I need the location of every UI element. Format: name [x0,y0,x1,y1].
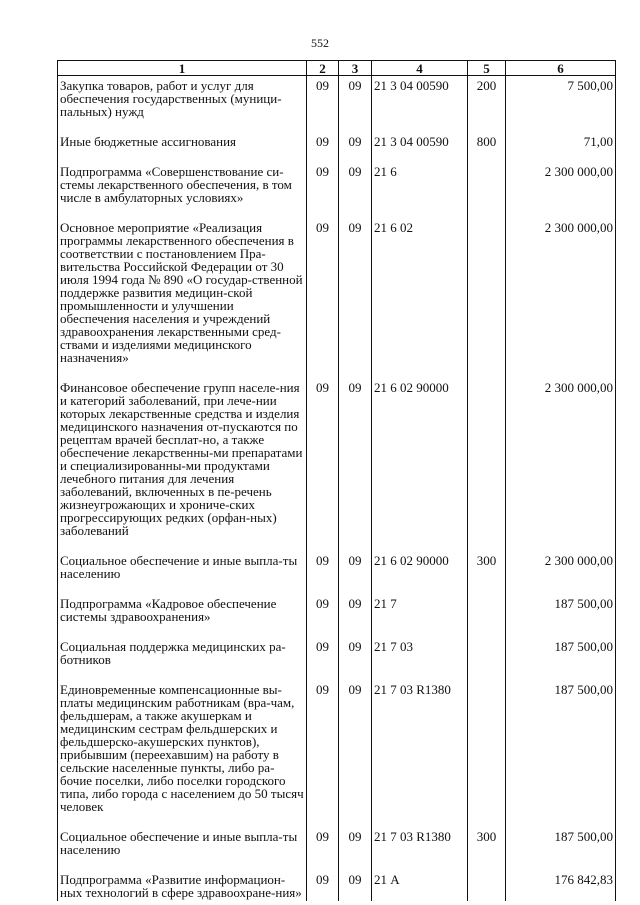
row-name: Иные бюджетные ассигнования [58,132,307,162]
row-pr: 09 [339,76,372,133]
page-number: 552 [311,36,329,50]
row-pr: 09 [339,132,372,162]
row-pr: 09 [339,218,372,378]
row-rz: 09 [307,132,339,162]
row-name: Социальное обеспечение и иные выпла-ты населению [58,551,307,594]
row-rz: 09 [307,827,339,870]
row-pr: 09 [339,827,372,870]
row-rz: 09 [307,76,339,133]
row-rz: 09 [307,870,339,901]
row-pr: 09 [339,594,372,637]
row-vr [468,594,506,637]
row-name: Единовременные компенсационные вы-платы медицинским работникам (вра-чам, фельдшерам, а также акушеркам и медицинским сестрам фельдшерских и фельдшерско-акушерских пунктов), прибывшим (переехавшим) на работу в сельские населенные пункты, либо ра-бочие поселки, либо поселки городского типа, либо города с населением до 50 тысяч человек [58,680,307,827]
row-csr: 21 6 02 [372,218,468,378]
table-row [58,594,616,637]
row-pr: 09 [339,378,372,551]
row-csr: 21 3 04 00590 [372,76,468,133]
row-csr: 21 3 04 00590 [372,132,468,162]
row-vr: 300 [468,551,506,594]
table-row [58,218,616,378]
table-row [58,637,616,680]
table-row [58,870,616,901]
row-amount: 187 500,00 [506,680,616,827]
row-vr [468,637,506,680]
row-vr [468,218,506,378]
budget-table [57,60,616,901]
row-amount: 2 300 000,00 [506,218,616,378]
table-header-row [58,61,616,76]
table-row [58,132,616,162]
row-rz: 09 [307,218,339,378]
row-amount: 2 300 000,00 [506,162,616,218]
row-pr: 09 [339,680,372,827]
row-pr: 09 [339,551,372,594]
row-name: Социальное обеспечение и иные выпла-ты населению [58,827,307,870]
column-header: 3 [339,61,372,76]
row-name: Финансовое обеспечение групп населе-ния и категорий заболеваний, при лече-нии которых лекарственные средства и изделия медицинского назначения от-пускаются по рецептам врачей бесплат-но, а также обеспечение лекарственны-ми препаратами и специализированны-ми продуктами лечебного питания для лечения заболеваний, включенных в пе-речень жизнеугрожающих и хрониче-ских прогрессирующих редких (орфан-ных) заболеваний [58,378,307,551]
row-pr: 09 [339,637,372,680]
row-name: Основное мероприятие «Реализация программы лекарственного обеспечения в соответствии с постановлением Пра-вительства Российской Федерации от 30 июля 1994 года № 890 «О государ-ственной поддержке развития медицин-ской промышленности и улучшении обеспечения населения и учреждений здравоохранения лекарственными сред-ствами и изделиями медицинского назначения» [58,218,307,378]
table-row [58,76,616,133]
row-csr: 21 6 02 90000 [372,551,468,594]
column-header: 5 [468,61,506,76]
row-amount: 2 300 000,00 [506,551,616,594]
row-csr: 21 7 03 [372,637,468,680]
row-rz: 09 [307,637,339,680]
row-vr [468,680,506,827]
row-amount: 187 500,00 [506,594,616,637]
row-rz: 09 [307,551,339,594]
row-rz: 09 [307,594,339,637]
row-amount: 7 500,00 [506,76,616,133]
row-amount: 187 500,00 [506,827,616,870]
table-row [58,827,616,870]
row-pr: 09 [339,870,372,901]
row-csr: 21 7 [372,594,468,637]
row-pr: 09 [339,162,372,218]
row-csr: 21 7 03 R1380 [372,680,468,827]
table-row [58,162,616,218]
row-vr: 800 [468,132,506,162]
row-name: Подпрограмма «Совершенствование си-стемы лекарственного обеспечения, в том числе в амбулаторных условиях» [58,162,307,218]
table-row [58,551,616,594]
row-vr [468,162,506,218]
row-amount: 2 300 000,00 [506,378,616,551]
row-name: Подпрограмма «Кадровое обеспечение системы здравоохранения» [58,594,307,637]
column-header: 4 [372,61,468,76]
row-vr: 300 [468,827,506,870]
table-row [58,680,616,827]
row-rz: 09 [307,162,339,218]
column-header: 6 [506,61,616,76]
row-vr [468,378,506,551]
row-rz: 09 [307,378,339,551]
column-header: 2 [307,61,339,76]
row-name: Закупка товаров, работ и услуг для обеспечения государственных (муници-пальных) нужд [58,76,307,133]
row-name: Подпрограмма «Развитие информацион-ных технологий в сфере здравоохране-ния» [58,870,307,901]
row-vr [468,870,506,901]
row-amount: 187 500,00 [506,637,616,680]
row-csr: 21 6 02 90000 [372,378,468,551]
column-header: 1 [58,61,307,76]
row-amount: 71,00 [506,132,616,162]
row-amount: 176 842,83 [506,870,616,901]
row-vr: 200 [468,76,506,133]
row-name: Социальная поддержка медицинских ра-ботников [58,637,307,680]
row-csr: 21 7 03 R1380 [372,827,468,870]
row-csr: 21 6 [372,162,468,218]
row-csr: 21 А [372,870,468,901]
table-row [58,378,616,551]
row-rz: 09 [307,680,339,827]
